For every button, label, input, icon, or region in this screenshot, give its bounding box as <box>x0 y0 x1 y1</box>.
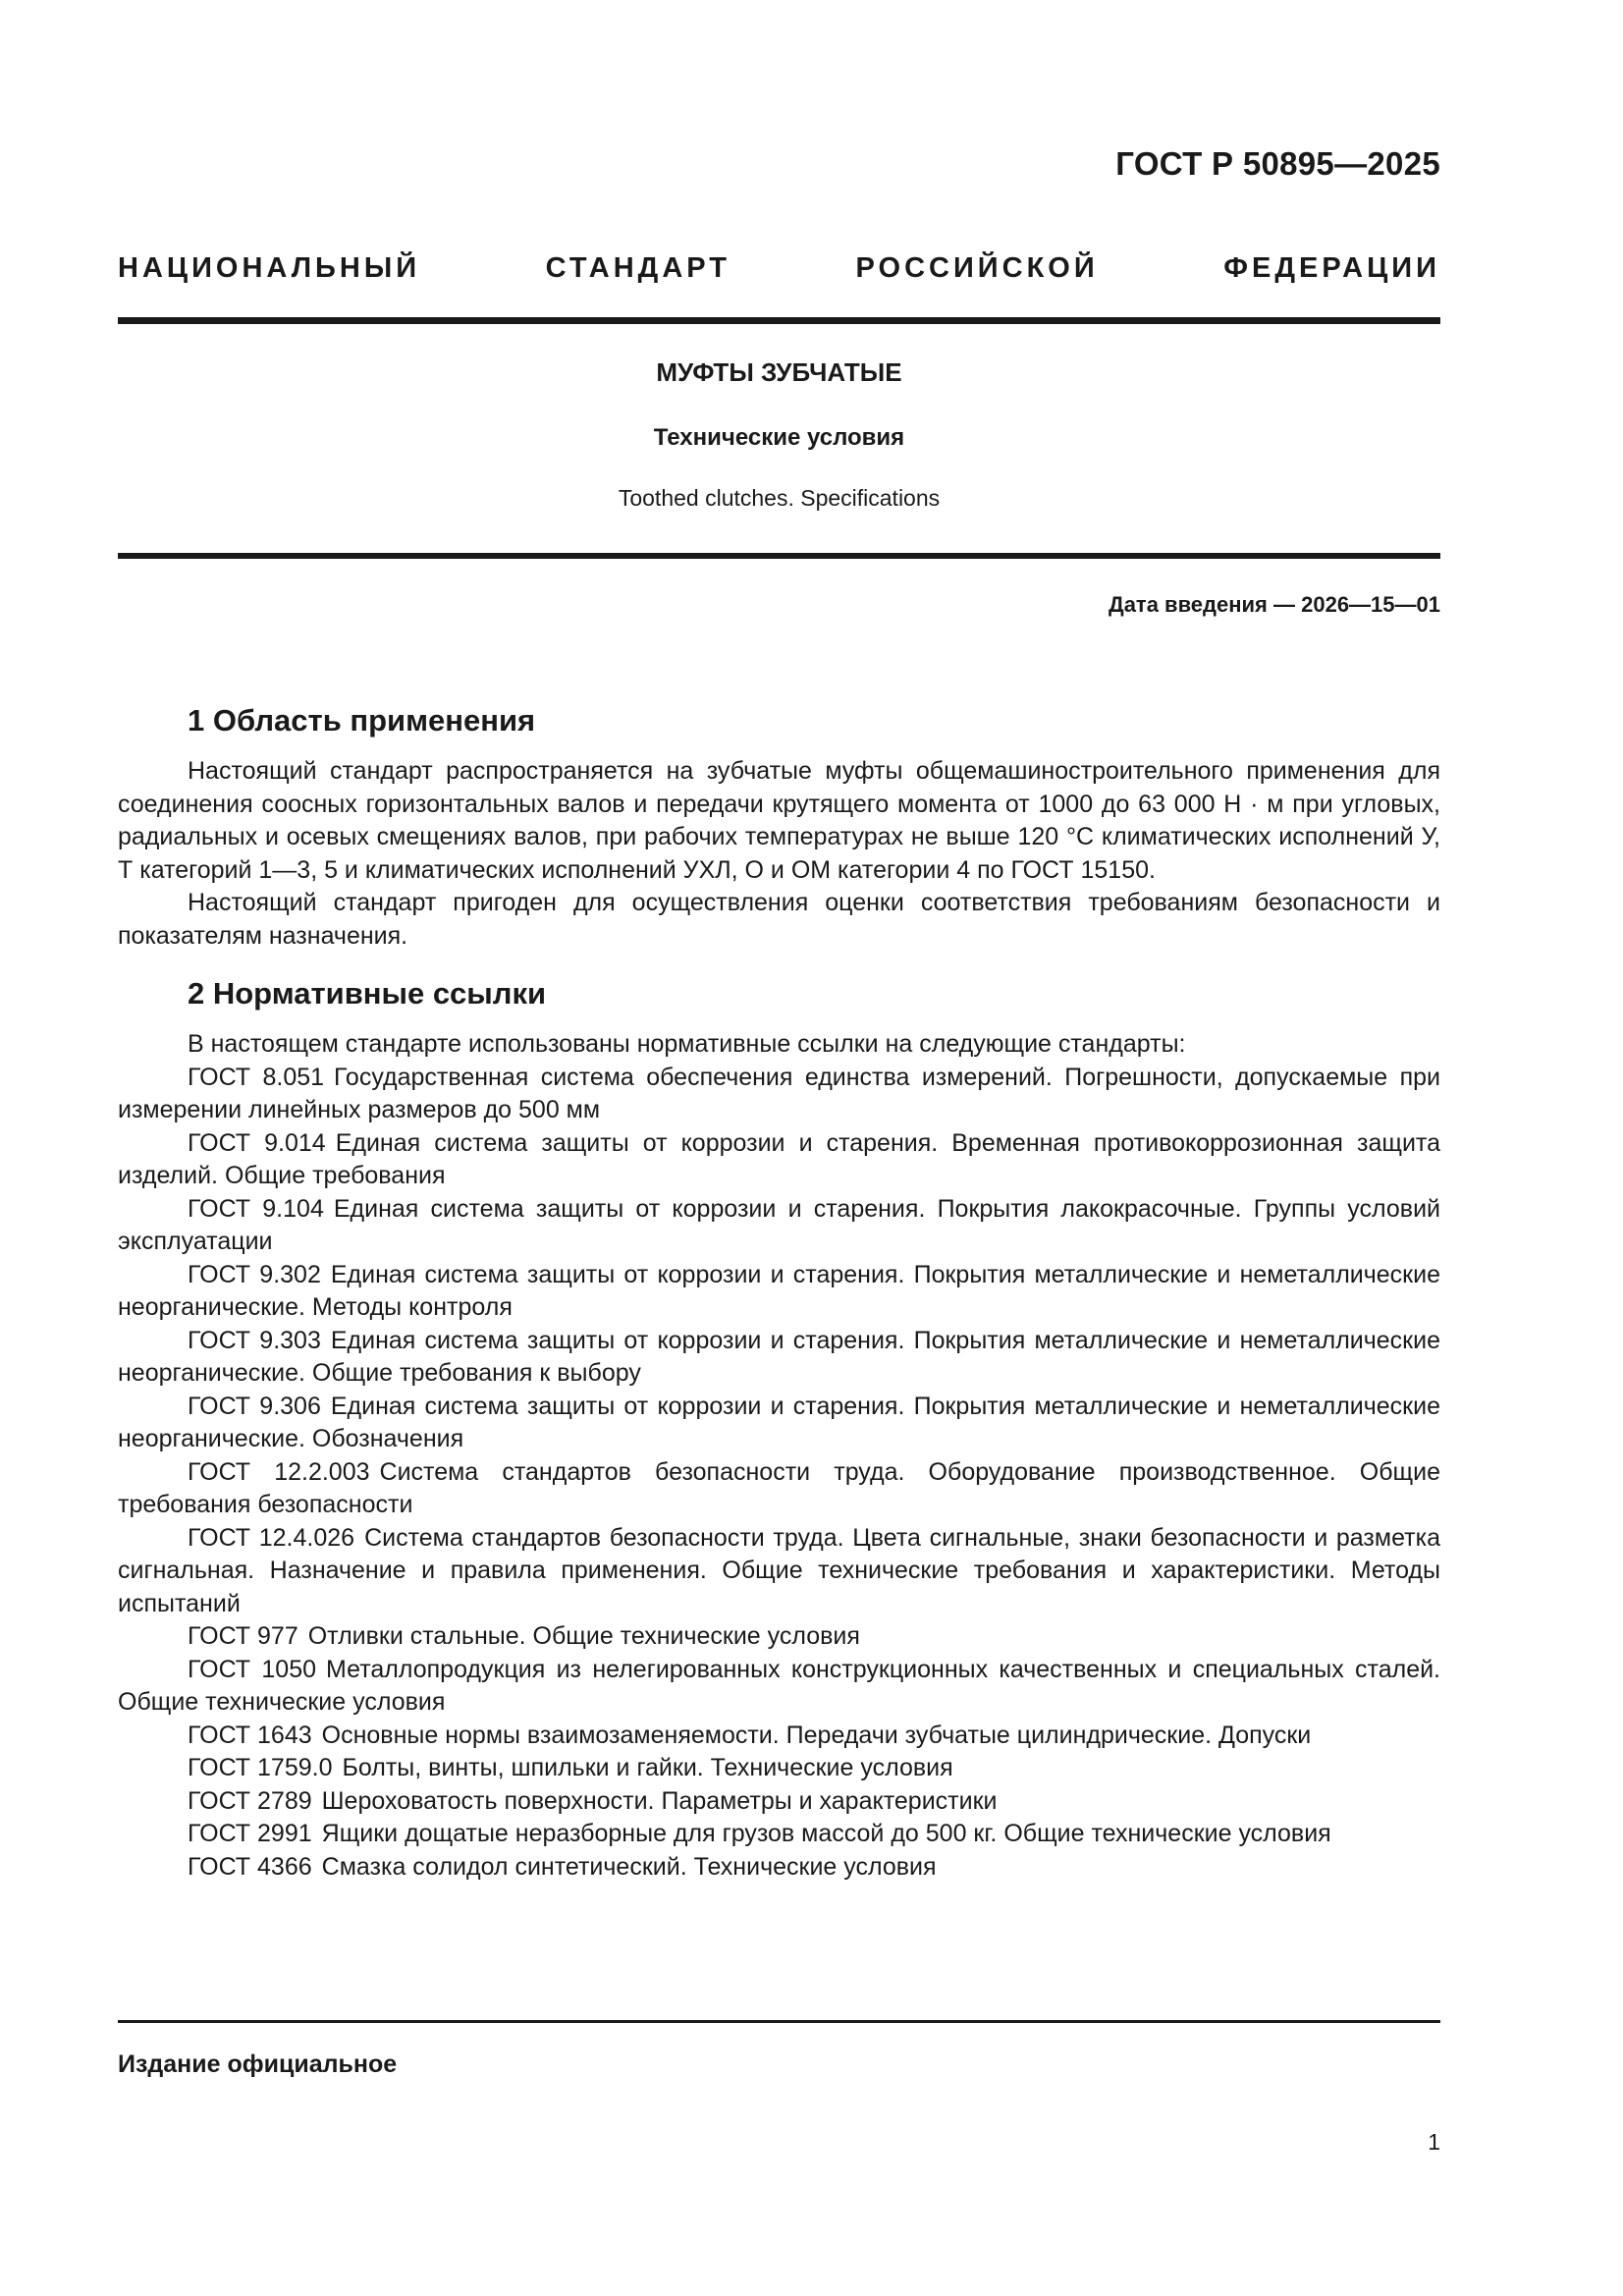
national-standard-banner: НАЦИОНАЛЬНЫЙ СТАНДАРТ РОССИЙСКОЙ ФЕДЕРАЦИИ <box>118 252 1440 284</box>
reference-item <box>118 1654 1440 1720</box>
reference-code: ГОСТ 2789 <box>188 1786 312 1815</box>
reference-code: ГОСТ 977 <box>188 1622 298 1650</box>
reference-item <box>118 1851 1440 1885</box>
reference-item <box>118 1259 1440 1325</box>
title-bottom-rule <box>118 553 1440 559</box>
reference-title: Система стандартов безопасности труда. Оборудование производственное. Общие требования безопасности <box>118 1457 1440 1518</box>
reference-code: ГОСТ 9.306 <box>188 1392 321 1420</box>
reference-code: ГОСТ 2991 <box>188 1820 312 1847</box>
reference-code: ГОСТ 9.302 <box>188 1260 321 1288</box>
section-2-intro: В настоящем стандарте использованы нормативные ссылки на следующие стандарты: <box>188 1030 1186 1058</box>
reference-code: ГОСТ 1759.0 <box>188 1754 333 1781</box>
document-subtitle: Технические условия <box>653 424 905 451</box>
document-body <box>118 699 1440 1884</box>
footer-rule <box>118 2020 1440 2023</box>
reference-item <box>118 1720 1440 1753</box>
section-1-paragraph: Настоящий стандарт пригоден для осуществления оценки соответствия требованиям безопасности и показателям назначения. <box>118 889 1440 950</box>
top-thick-rule <box>118 317 1440 324</box>
section-1-heading: 1 Область применения <box>188 703 536 738</box>
reference-title: Государственная система обеспечения единства измерений. Погрешности, допускаемые при измерении линейных размеров до 500 мм <box>118 1063 1440 1123</box>
reference-title: Болты, винты, шпильки и гайки. Технические условия <box>342 1754 953 1781</box>
reference-code: ГОСТ 9.104 <box>188 1194 324 1223</box>
reference-title: Ящики дощатые неразборные для грузов массой до 500 кг. Общие технические условия <box>321 1820 1331 1847</box>
references-list <box>118 1062 1440 1885</box>
reference-item <box>118 1127 1440 1193</box>
reference-item <box>118 1193 1440 1259</box>
reference-item <box>118 1391 1440 1456</box>
reference-title: Шероховатость поверхности. Параметры и характеристики <box>321 1786 998 1815</box>
standard-code: ГОСТ Р 50895—2025 <box>1115 145 1440 182</box>
reference-title: Отливки стальные. Общие технические условия <box>307 1622 860 1650</box>
reference-item <box>118 1620 1440 1654</box>
reference-code: ГОСТ 1050 <box>188 1655 317 1683</box>
reference-title: Единая система защиты от коррозии и старения. Покрытия металлические и неметаллические неорганические. Общие требования к выбору <box>118 1326 1440 1387</box>
reference-item <box>118 1522 1440 1621</box>
reference-item <box>118 1325 1440 1391</box>
introduction-date: Дата введения — 2026—15—01 <box>1109 592 1440 617</box>
reference-title: Единая система защиты от коррозии и старения. Покрытия лакокрасочные. Группы условий эксплуатации <box>118 1194 1440 1255</box>
reference-code: ГОСТ 8.051 <box>188 1063 325 1091</box>
reference-code: ГОСТ 9.303 <box>188 1326 321 1354</box>
reference-code: ГОСТ 1643 <box>188 1721 312 1749</box>
reference-item <box>118 1752 1440 1785</box>
official-edition-label: Издание официальное <box>118 2050 398 2078</box>
page-number: 1 <box>1428 2129 1440 2155</box>
reference-code: ГОСТ 12.2.003 <box>188 1457 370 1486</box>
reference-title: Металлопродукция из нелегированных конструкционных качественных и специальных сталей. Общие технические условия <box>118 1655 1441 1716</box>
reference-title: Единая система защиты от коррозии и старения. Покрытия металлические и неметаллические неорганические. Обозначения <box>118 1392 1440 1452</box>
reference-title: Основные нормы взаимозаменяемости. Передачи зубчатые цилиндрические. Допуски <box>321 1721 1312 1749</box>
english-title: Toothed clutches. Specifications <box>618 485 941 511</box>
section-1-paragraph: Настоящий стандарт распространяется на зубчатые муфты общемашиностроительного применения для соединения соосных горизонтальных валов и передачи крутящего момента от 1000 до 63 000 Н · м при угловых, радиальных и осевых смещениях валов, при рабочих температурах не выше 120 °С климатических исполнений У, Т категорий 1—3, 5 и климатических исполнений УХЛ, О и ОМ категории 4 по ГОСТ 15150. <box>118 757 1440 884</box>
reference-title: Смазка солидол синтетический. Технические условия <box>321 1852 937 1881</box>
reference-title: Система стандартов безопасности труда. Цвета сигнальные, знаки безопасности и разметка сигнальная. Назначение и правила применения. Общие технические требования и характеристики. Методы испытаний <box>118 1523 1440 1617</box>
reference-code: ГОСТ 4366 <box>188 1852 312 1881</box>
reference-item <box>118 1818 1440 1851</box>
reference-title: Единая система защиты от коррозии и старения. Покрытия металлические и неметаллические неорганические. Методы контроля <box>118 1260 1440 1321</box>
reference-item <box>118 1062 1440 1127</box>
section-2-heading: 2 Нормативные ссылки <box>188 976 547 1011</box>
reference-title: Единая система защиты от коррозии и старения. Временная противокоррозионная защита изделий. Общие требования <box>118 1128 1440 1189</box>
reference-item <box>118 1785 1440 1819</box>
reference-code: ГОСТ 9.014 <box>188 1128 326 1157</box>
reference-item <box>118 1456 1440 1522</box>
document-title: МУФТЫ ЗУБЧАТЫЕ <box>656 357 902 387</box>
reference-code: ГОСТ 12.4.026 <box>188 1523 355 1552</box>
